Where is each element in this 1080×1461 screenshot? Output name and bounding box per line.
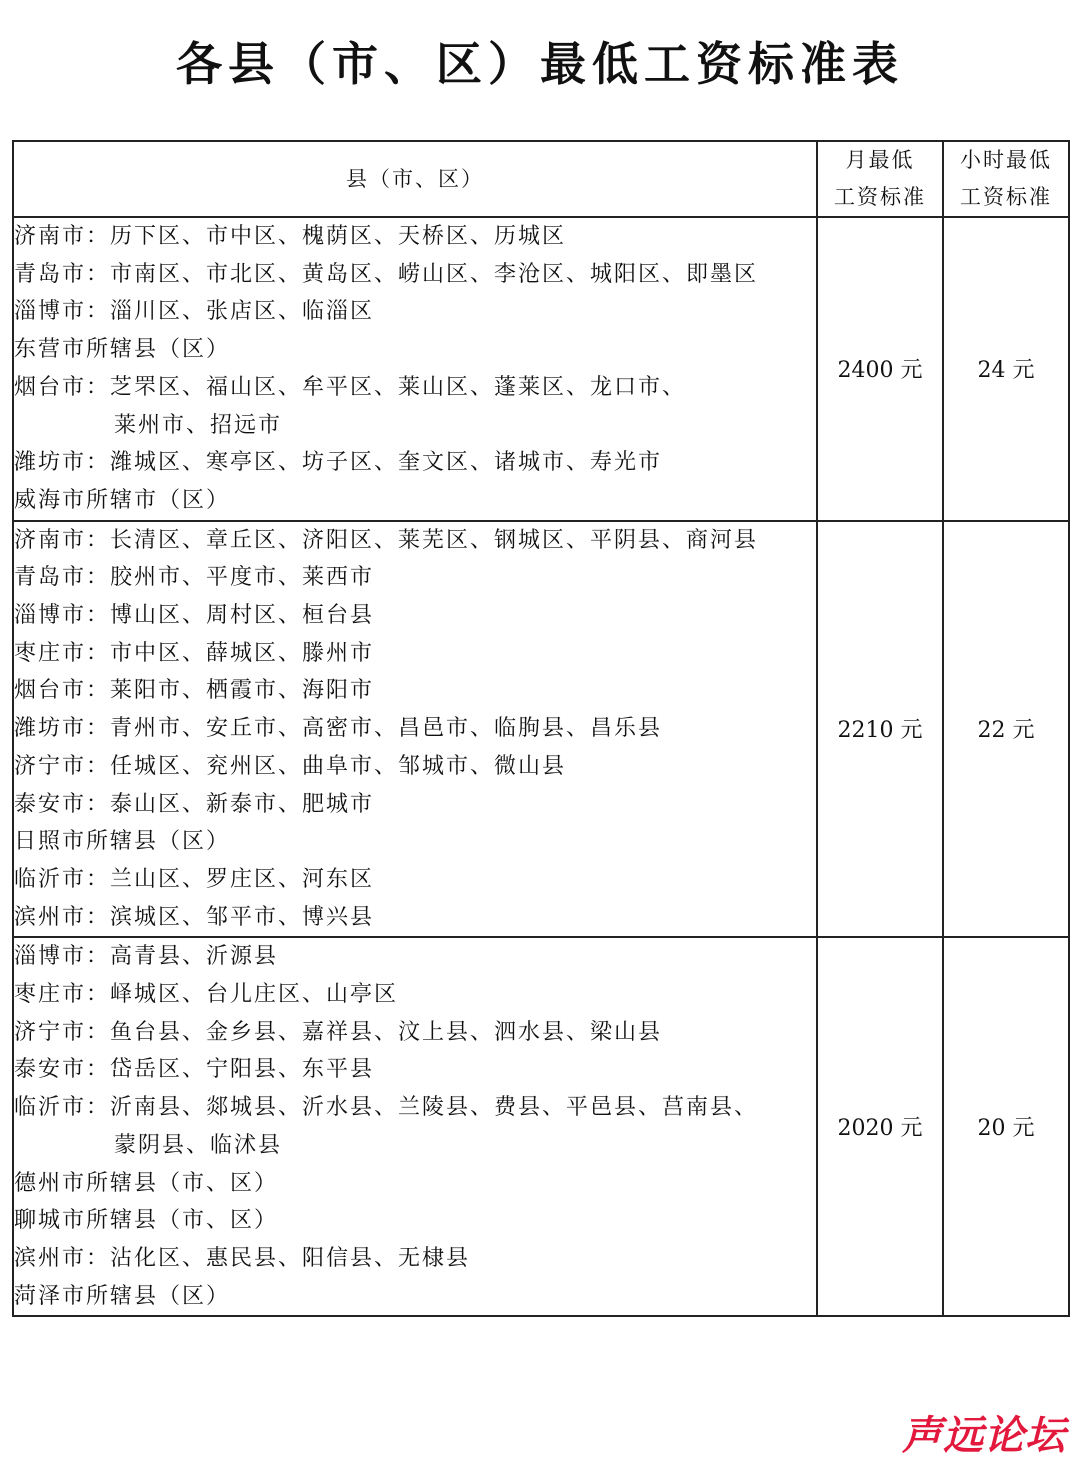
hourly-wage-value: 20 元 xyxy=(943,937,1069,1316)
region-line: 滨州市：滨城区、邹平市、博兴县 xyxy=(14,904,375,930)
region-line: 青岛市：市南区、市北区、黄岛区、崂山区、李沧区、城阳区、即墨区 xyxy=(14,261,759,287)
region-line: 烟台市：芝罘区、福山区、牟平区、莱山区、蓬莱区、龙口市、 xyxy=(14,374,687,400)
header-hourly-line2: 工资标准 xyxy=(960,185,1052,209)
region-cell xyxy=(13,937,817,1316)
header-hourly-line1: 小时最低 xyxy=(960,148,1052,173)
region-line: 临沂市：沂南县、郯城县、沂水县、兰陵县、费县、平邑县、莒南县、 xyxy=(14,1095,759,1121)
region-line: 潍坊市：潍城区、寒亭区、坊子区、奎文区、诸城市、寿光市 xyxy=(14,450,663,476)
region-line: 东营市所辖县（区） xyxy=(14,337,231,363)
region-line: 蒙阴县、临沭县 xyxy=(114,1132,283,1158)
region-line: 淄博市：高青县、沂源县 xyxy=(14,944,279,970)
region-line: 济南市：长清区、章丘区、济阳区、莱芜区、钢城区、平阴县、商河县 xyxy=(14,527,759,553)
table-row xyxy=(13,521,1069,938)
region-line: 日照市所辖县（区） xyxy=(14,829,231,855)
table-row xyxy=(13,217,1069,521)
region-line: 淄博市：博山区、周村区、桓台县 xyxy=(14,603,375,629)
header-monthly-line1: 月最低 xyxy=(845,148,915,173)
region-cell xyxy=(13,217,817,521)
region-line: 泰安市：泰山区、新泰市、肥城市 xyxy=(14,791,375,817)
header-monthly xyxy=(817,141,943,217)
page-title: 各县（市、区）最低工资标准表 xyxy=(176,37,904,91)
header-region xyxy=(13,141,817,217)
header-monthly-line2: 工资标准 xyxy=(834,185,926,209)
region-line: 泰安市：岱岳区、宁阳县、东平县 xyxy=(14,1057,375,1083)
region-line: 威海市所辖市（区） xyxy=(14,487,231,513)
region-line: 潍坊市：青州市、安丘市、高密市、昌邑市、临朐县、昌乐县 xyxy=(14,716,663,742)
region-line: 滨州市：沾化区、惠民县、阳信县、无棣县 xyxy=(14,1245,471,1271)
minimum-wage-table xyxy=(12,140,1070,1317)
region-line: 枣庄市：峄城区、台儿庄区、山亭区 xyxy=(14,982,399,1008)
hourly-wage-value: 24 元 xyxy=(943,217,1069,521)
region-line: 烟台市：莱阳市、栖霞市、海阳市 xyxy=(14,678,375,704)
header-hourly xyxy=(943,141,1069,217)
table-row xyxy=(13,937,1069,1316)
region-line: 菏泽市所辖县（区） xyxy=(14,1283,231,1309)
region-line: 济南市：历下区、市中区、槐荫区、天桥区、历城区 xyxy=(14,224,567,249)
region-line: 临沂市：兰山区、罗庄区、河东区 xyxy=(14,866,375,892)
region-line: 聊城市所辖县（市、区） xyxy=(14,1208,279,1234)
region-line: 枣庄市：市中区、薛城区、滕州市 xyxy=(14,640,375,666)
watermark-logo: 声远论坛 xyxy=(902,1413,1066,1459)
region-line: 德州市所辖县（市、区） xyxy=(14,1170,279,1196)
region-line: 淄博市：淄川区、张店区、临淄区 xyxy=(14,299,375,325)
region-cell xyxy=(13,521,817,938)
hourly-wage-value: 22 元 xyxy=(943,521,1069,938)
monthly-wage-value: 2400 元 xyxy=(817,217,943,521)
region-line: 青岛市：胶州市、平度市、莱西市 xyxy=(14,565,375,591)
region-line: 济宁市：任城区、兖州区、曲阜市、邹城市、微山县 xyxy=(14,753,567,779)
header-region-label: 县（市、区） xyxy=(346,166,484,191)
region-line: 莱州市、招远市 xyxy=(114,412,283,438)
region-line: 济宁市：鱼台县、金乡县、嘉祥县、汶上县、泗水县、梁山县 xyxy=(14,1019,663,1045)
table-body xyxy=(13,217,1069,1316)
monthly-wage-value: 2210 元 xyxy=(817,521,943,938)
table-header xyxy=(13,141,1069,217)
monthly-wage-value: 2020 元 xyxy=(817,937,943,1316)
